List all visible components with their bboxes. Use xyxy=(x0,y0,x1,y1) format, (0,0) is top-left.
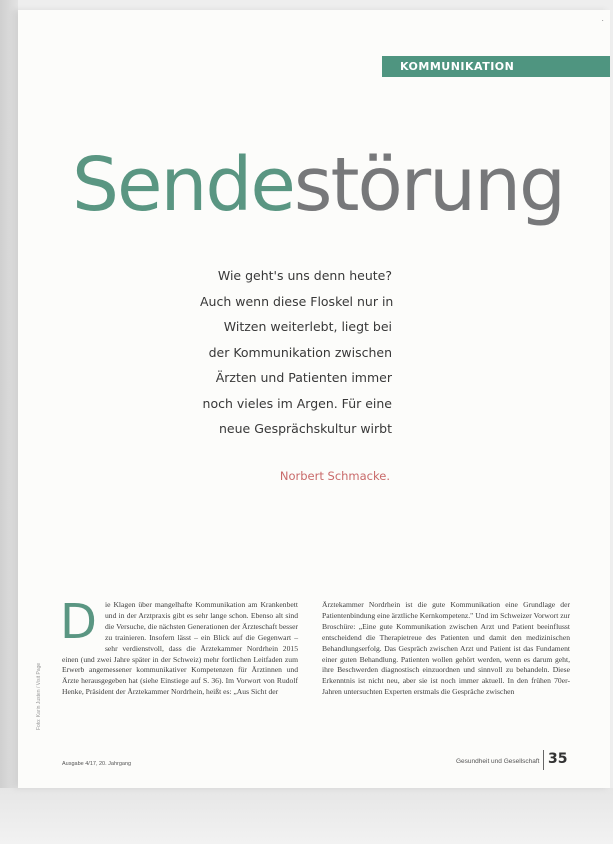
body-column-left xyxy=(60,594,298,698)
drop-cap: D xyxy=(60,594,97,650)
headline-part-2: störung xyxy=(293,142,564,228)
body-column-right xyxy=(322,600,570,698)
section-label: KOMMUNIKATION xyxy=(400,60,515,73)
footer-issue: Ausgabe 4/17, 20. Jahrgang xyxy=(62,761,132,767)
intro-line: der Kommunikation zwischen xyxy=(208,344,392,360)
scan-bottom-edge xyxy=(0,788,613,844)
body-text-left: ie Klagen über mangelhafte Kommunikation am Krankenbett und in der Arztpraxis gibt es sehr lange schon. Ebenso alt sind die Versuche, die nächsten Generationen der Ärzteschaft besser zu trainieren. Insofern lässt – ein Blick auf die Gegenwart – sehr verdienstvoll, dass die Ärztekammer Nordrhein 2015 einen (und zwei Jahre später in der Schweiz) mehr fortlichen Leitfaden zum Erwerb angemessener kommunikativer Kompetenzen für Ärztinnen und Ärzte herausgegeben hat (siehe Einstiege auf S. 36). Im Vorwort von Rudolf Henke, Präsident der Ärztekammer Nordrhein, heißt es: „Aus Sicht der xyxy=(62,600,298,697)
intro-text xyxy=(200,263,392,442)
headline xyxy=(72,142,564,228)
intro-line: Ärzten und Patienten immer xyxy=(215,370,392,385)
intro-line: Wie geht's uns denn heute? xyxy=(217,268,392,283)
scan-left-edge xyxy=(0,0,18,844)
footer-section: Gesundheit und Gesellschaft xyxy=(456,758,540,765)
headline-part-1: Sende xyxy=(72,142,294,228)
intro-line: Witzen weiterlebt, liegt bei xyxy=(223,319,392,334)
intro-line: Auch wenn diese Floskel nur in xyxy=(200,293,394,309)
author-byline: Norbert Schmacke. xyxy=(279,469,390,483)
intro-line: neue Gesprächskultur wirbt xyxy=(219,421,392,436)
body-text-right: Ärztekammer Nordrhein ist die gute Kommunikation eine Grundlage der Patientenbindung eine ärztliche Kernkompetenz." Und im Schweizer Vorwort zur Broschüre: „Eine gute Kommunikation zwischen Arzt und Patient beeinflusst entscheidend die Therapietreue des Patienten und damit den medizinischen Behandlungserfolg. Das Gespräch zwischen Arzt und Patient ist das Fundament einer guten Behandlung. Patienten wollen gehört werden, wenn es darum geht, ihre Beschwerden diagnostisch einzuordnen und sinnvoll zu behandeln. Diese Erkenntnis ist nicht neu, aber sie ist noch immer aktuell. In den frühen 70er-Jahren untersuchten Experten erstmals die Gespräche zwischen xyxy=(322,600,570,697)
photo-credit: Foto: Karin Justen / Visit Page xyxy=(36,662,42,730)
page-number: 35 xyxy=(548,751,568,767)
intro-line: noch vieles im Argen. Für eine xyxy=(202,395,392,411)
scan-mark: · xyxy=(601,16,604,25)
footer-divider xyxy=(543,750,544,770)
section-tag xyxy=(382,56,610,77)
